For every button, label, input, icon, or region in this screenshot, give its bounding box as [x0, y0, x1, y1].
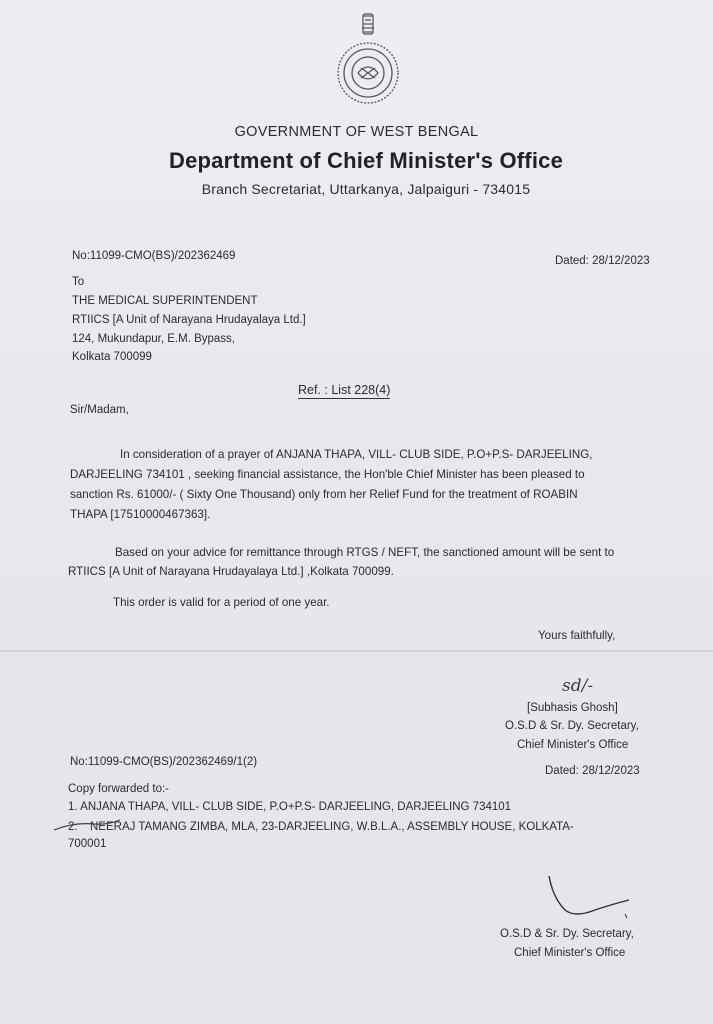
copy-sign-office: Chief Minister's Office — [514, 947, 626, 959]
department-title: Department of Chief Minister's Office — [168, 148, 564, 173]
state-emblem-seal — [325, 10, 411, 110]
copy-recipient-1: 1. ANJANA THAPA, VILL- CLUB SIDE, P.O+P.S- DARJEELING, DARJEELING 734101 — [68, 801, 512, 813]
branch-address: Branch Secretariat, Uttarkanya, Jalpaiguri - 734015 — [201, 181, 531, 197]
addressee-line: RTIICS [A Unit of Narayana Hrudayalaya Ltd.] — [72, 314, 306, 326]
addressee-line: THE MEDICAL SUPERINTENDENT — [72, 295, 258, 307]
signatory-name: [Subhasis Ghosh] — [527, 702, 618, 714]
copy-recipient-2: NEERAJ TAMANG ZIMBA, MLA, 23-DARJEELING, W.B.L.A., ASSEMBLY HOUSE, KOLKATA- — [90, 821, 574, 833]
copy-recipient-2-number: 2. — [68, 821, 78, 833]
paragraph-line: DARJEELING 734101 , seeking financial assistance, the Hon'ble Chief Minister has been pleased to — [70, 468, 585, 481]
letter-number: No:11099-CMO(BS)/202362469 — [72, 250, 236, 262]
signatory-office: Chief Minister's Office — [517, 739, 629, 751]
signature-initials: sd/- — [562, 676, 594, 696]
reference: Ref. : List 228(4) — [298, 383, 391, 397]
copy-number: No:11099-CMO(BS)/202362469/1(2) — [70, 756, 258, 768]
paper-fold — [0, 650, 713, 652]
paragraph-line: In consideration of a prayer of ANJANA THAPA, VILL- CLUB SIDE, P.O+P.S- DARJEELING, — [120, 448, 593, 461]
copy-recipient-2-cont: 700001 — [68, 838, 107, 850]
signatory-designation: O.S.D & Sr. Dy. Secretary, — [505, 720, 639, 732]
validity-note: This order is valid for a period of one year. — [113, 596, 330, 609]
paragraph-line: Based on your advice for remittance through RTGS / NEFT, the sanctioned amount will be sent to — [115, 546, 615, 559]
salutation: Sir/Madam, — [70, 404, 129, 416]
paragraph-line: RTIICS [A Unit of Narayana Hrudayalaya Ltd.] ,Kolkata 700099. — [68, 565, 394, 578]
closing: Yours faithfully, — [538, 629, 616, 642]
copy-date: Dated: 28/12/2023 — [545, 765, 640, 777]
handwritten-signature — [545, 872, 635, 920]
to-label: To — [72, 276, 85, 288]
government-title: GOVERNMENT OF WEST BENGAL — [234, 124, 479, 140]
copy-forwarded-label: Copy forwarded to:- — [68, 783, 169, 795]
addressee-line: 124, Mukundapur, E.M. Bypass, — [72, 333, 236, 345]
paragraph-line: sanction Rs. 61000/- ( Sixty One Thousand) only from her Relief Fund for the treatment of ROABIN — [70, 488, 578, 501]
addressee-line: Kolkata 700099 — [72, 351, 152, 363]
letter-date: Dated: 28/12/2023 — [555, 255, 650, 267]
pen-strike-mark — [52, 814, 122, 838]
copy-sign-designation: O.S.D & Sr. Dy. Secretary, — [500, 928, 634, 940]
paragraph-line: THAPA [17510000467363]. — [70, 508, 211, 521]
